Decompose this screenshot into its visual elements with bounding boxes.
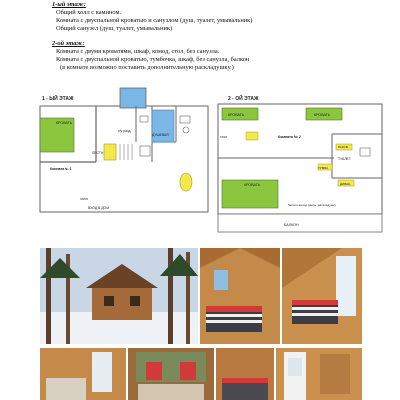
- plan2-stair-label: стол: [220, 135, 227, 139]
- table-icon: [246, 132, 258, 140]
- plan1-entrance-label: ВХОД В ДОМ: [88, 206, 110, 210]
- shower-icon: [152, 110, 174, 142]
- plan2-balcony-note: балкон выход дверь, раскладушку: [288, 203, 336, 207]
- floor-plan-1: [36, 86, 212, 218]
- floor1-line-3: Общий санузел (душ, туалет, умывальник): [56, 25, 173, 32]
- plan1-room-label: Комната № 1: [50, 167, 72, 171]
- sink-icon: [140, 116, 148, 122]
- bathroom-photo: [276, 348, 362, 400]
- floor1-line-1: Общий холл с камином.: [56, 9, 122, 16]
- plan2-bed2-label: КРОВАТЬ: [314, 113, 331, 117]
- plan2-bed3-label: КРОВАТЬ: [244, 183, 261, 187]
- plan2-sink-label: РАКОВ: [338, 145, 348, 149]
- entrance-block: [120, 88, 146, 108]
- house-exterior-photo: [40, 248, 198, 344]
- plan1-hall-label: холл: [80, 197, 88, 201]
- plan1-wc-label: с/у разд: [118, 129, 131, 133]
- floor2-heading: 2-ой этаж:: [52, 40, 85, 47]
- room-photo-4: [128, 348, 214, 400]
- room-photo-3: [40, 348, 126, 400]
- plan1-bed-label: КРОВАТЬ: [56, 121, 73, 125]
- floor-plan-2: [214, 88, 390, 234]
- plan2-dresser-label: ТУМБА: [318, 166, 329, 170]
- floor2-line-3: (в комнате возможно поставить дополнительную раскладушку.): [60, 64, 234, 71]
- toilet-icon: [104, 144, 116, 160]
- plan1-shower-label: ДУШЕВАЯ: [152, 133, 169, 137]
- plan2-title: 2 - ОЙ ЭТАЖ: [228, 96, 259, 102]
- chair-icon: [180, 173, 192, 191]
- plan2-bed-small-label: ДИВАН: [340, 182, 351, 186]
- plan2-bed1-label: КРОВАТЬ: [228, 113, 245, 117]
- floor2-line-2: Комната с двуспальной кроватью, тумбочка, шкаф, без санузла, балкон: [56, 56, 250, 63]
- plan2-balcony-label: БАЛКОН: [284, 223, 299, 227]
- floor1-heading: 1-ый этаж:: [52, 1, 86, 8]
- room-photo-5: [216, 348, 274, 400]
- bedroom-photo-2: [282, 248, 362, 344]
- floor1-line-2: Комната с двуспальной кроватью и санузлом (душ, туалет, умывальник): [56, 17, 253, 24]
- bedroom-photo: [200, 248, 280, 344]
- plan2-toilet-label: ТУАЛЕТ: [338, 157, 351, 161]
- plan1-stair-label: ЛЕСТН: [92, 151, 104, 155]
- plan2-room-label: Комната № 2: [278, 135, 301, 139]
- floor2-line-1: Комната с двумя кроватями, шкаф, комод, стол, без санузла.: [56, 48, 220, 55]
- toilet-icon: [360, 148, 370, 156]
- balcony: [218, 214, 382, 232]
- plan1-title: 1 - ЫЙ ЭТАЖ: [42, 96, 74, 102]
